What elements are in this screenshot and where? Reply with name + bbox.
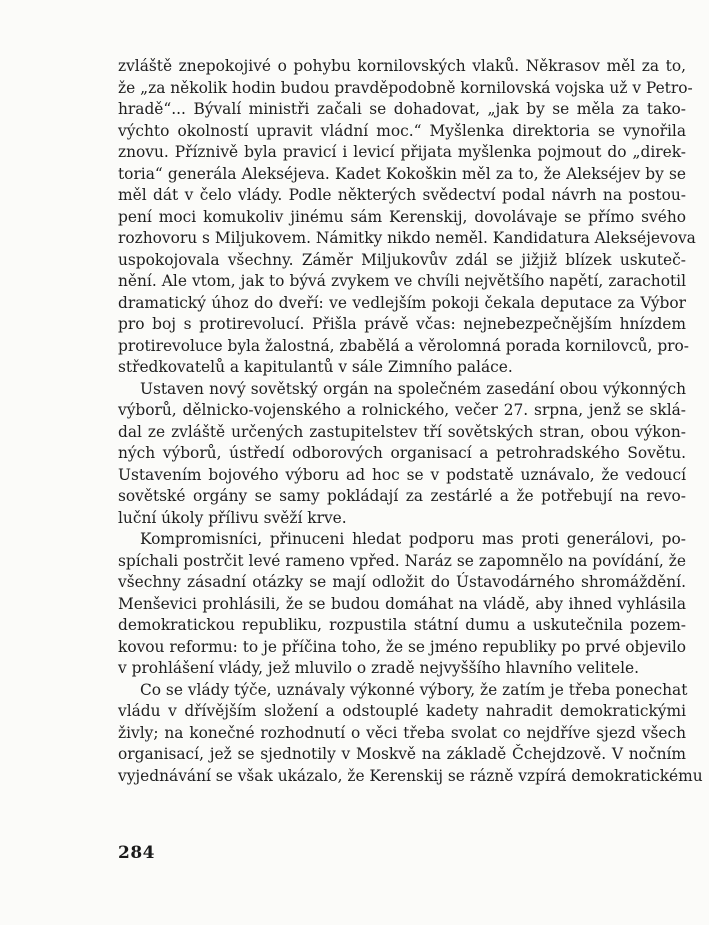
text-line: pení moci komukoliv jinému sám Kerenskij, dovolávaje se přímo svého bbox=[118, 207, 686, 226]
text-line: znovu. Příznivě byla pravicí i levicí přijata myšlenka pojmout do „direk- bbox=[118, 143, 686, 161]
page-number: 284 bbox=[118, 843, 155, 863]
text-line: demokratickou republiku, rozpustila státní dumu a uskutečnila pozem- bbox=[118, 616, 686, 634]
text-line: toria“ generála Alekséjeva. Kadet Kokoškin měl za to, že Alekséjev by se bbox=[118, 164, 686, 183]
text-line: spíchali postrčit levé rameno vpřed. Naráz se zapomnělo na povídání, že bbox=[118, 551, 686, 570]
text-line: živly; na konečné rozhodnutí o věci třeba svolat co nejdříve sjezd všech bbox=[118, 723, 686, 742]
text-line: Ustaven nový sovětský orgán na společném zasedání obou výkonných bbox=[140, 379, 686, 398]
text-line: měl dát v čelo vlády. Podle některých svědectví podal návrh na postou- bbox=[118, 186, 686, 204]
text-line: že „za několik hodin budou pravděpodobně kornilovská vojska už v Petro- bbox=[118, 78, 693, 97]
text-line: Ustavením bojového výboru ad hoc se v podstatě uznávalo, že vedoucí bbox=[118, 465, 686, 484]
text-line: nění. Ale vtom, jak to bývá zvykem ve chvíli největšího napětí, zarachotil bbox=[118, 272, 686, 290]
text-line: výborů, dělnicko-vojenského a rolnického, večer 27. srpna, jenž se sklá- bbox=[118, 401, 686, 419]
text-line: sovětské orgány se samy pokládají za zestárlé a že potřebují na revo- bbox=[118, 487, 686, 505]
text-line: luční úkoly přílivu svěží krve. bbox=[118, 508, 347, 527]
text-line: výchto okolností upravit vládní moc.“ Myšlenka direktoria se vynořila bbox=[118, 121, 686, 140]
text-line: všechny zásadní otázky se mají odložit do Ústavodárného shromáždění. bbox=[118, 573, 686, 591]
text-line: dal ze zvláště určených zastupitelstev tří sovětských stran, obou výkon- bbox=[118, 422, 686, 441]
text-line: vyjednávání se však ukázalo, že Kerenskij se rázně vzpírá demokratickému bbox=[118, 766, 703, 785]
text-line: protirevoluce byla žalostná, zbabělá a věrolomná porada kornilovců, pro- bbox=[118, 336, 690, 355]
text-line: kovou reformu: to je příčina toho, že se jméno republiky po prvé objevilo bbox=[118, 637, 687, 656]
text-line: Co se vlády týče, uznávaly výkonné výbory, že zatím je třeba ponechat bbox=[140, 680, 688, 699]
text-line: dramatický úhoz do dveří: ve vedlejším pokoji čekala deputace za Výbor bbox=[118, 293, 686, 312]
text-line: Kompromisníci, přinuceni hledat podporu mas proti generálovi, po- bbox=[140, 530, 686, 548]
text-line: zvláště znepokojivé o pohybu kornilovských vlaků. Někrasov měl za to, bbox=[118, 57, 686, 75]
text-line: uspokojovala všechny. Záměr Miljukovův zdál se jižjiž blízek uskuteč- bbox=[118, 250, 686, 269]
text-line: organisací, jež se sjednotily v Moskvě na základě Čchejdzově. V nočním bbox=[118, 745, 686, 763]
text-line: rozhovoru s Miljukovem. Námitky nikdo neměl. Kandidatura Alekséjevova bbox=[118, 229, 696, 247]
text-line: Menševici prohlásili, že se budou domáhat na vládě, aby ihned vyhlásila bbox=[118, 594, 686, 613]
text-line: vládu v dřívějším složení a odstouplé kadety nahradit demokratickými bbox=[118, 702, 686, 720]
text-line: ných výborů, ústředí odborových organisací a petrohradského Sovětu. bbox=[118, 444, 686, 462]
text-line: hradě“... Bývalí ministři začali se dohadovat, „jak by se měla za tako- bbox=[118, 100, 686, 118]
text-line: středkovatelů a kapitulantů v sále Zimního paláce. bbox=[118, 358, 513, 376]
body-text bbox=[118, 56, 703, 787]
text-line: pro boj s protirevolucí. Přišla právě včas: nejnebezpečnějším hnízdem bbox=[118, 315, 686, 333]
text-line: v prohlášení vlády, jež mluvilo o zradě nejvyššího hlavního velitele. bbox=[118, 659, 639, 677]
